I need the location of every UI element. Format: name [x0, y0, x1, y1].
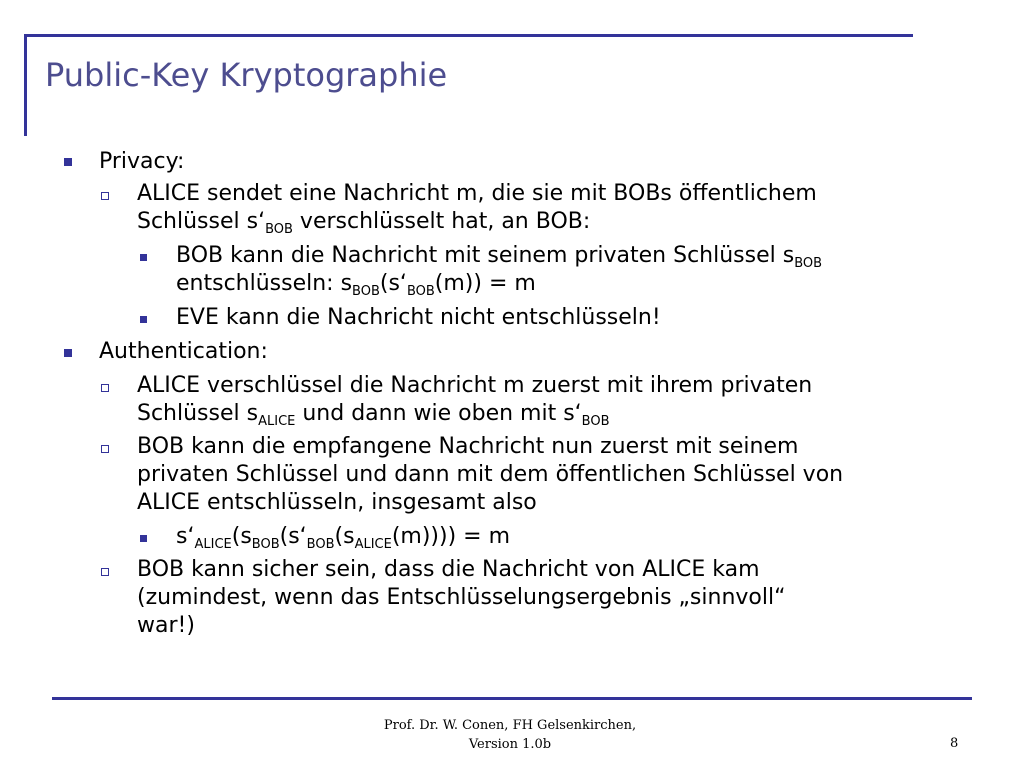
footer	[360, 716, 660, 754]
privacy-bob-line2: entschlüsseln: $s_{BOB}(s‘_{BOB}(m)) = m$	[176, 271, 536, 299]
authentication-heading: Authentication:	[99, 339, 268, 364]
bullet-square-icon	[64, 349, 72, 357]
footer-author: Prof. Dr. W. Conen, FH Gelsenkirchen,	[383, 718, 637, 733]
page-number: 8	[950, 736, 959, 751]
auth-alice-line1: ALICE verschlüssel die Nachricht m zuerst mit ihrem privaten	[137, 373, 813, 398]
bullet-square-icon	[140, 535, 147, 542]
privacy-heading: Privacy:	[99, 149, 185, 174]
bullet-square-icon	[140, 316, 147, 323]
auth-sure-line2: (zumindest, wenn das Entschlüsselungsergebnis „sinnvoll“	[137, 585, 786, 610]
slide-title: Public-Key Kryptographie	[45, 56, 448, 94]
privacy-bob-line1: BOB kann die Nachricht mit seinem privaten Schlüssel $s_{BOB}$	[176, 243, 823, 271]
privacy-alice-line1: ALICE sendet eine Nachricht m, die sie mit BOBs öffentlichem	[137, 181, 817, 206]
bullet-hollow-square-icon	[101, 568, 109, 576]
bullet-square-icon	[64, 158, 72, 166]
bullet-hollow-square-icon	[101, 384, 109, 392]
bullet-hollow-square-icon	[101, 445, 109, 453]
auth-bob-line1: BOB kann die empfangene Nachricht nun zuerst mit seinem	[137, 434, 799, 459]
auth-sure-line3: war!)	[137, 613, 195, 638]
footer-divider	[52, 697, 972, 700]
auth-sure-line1: BOB kann sicher sein, dass die Nachricht von ALICE kam	[137, 557, 760, 582]
auth-formula: $s‘_{ALICE}(s_{BOB}(s‘_{BOB}(s_{ALICE}(m)))) = m$	[176, 524, 511, 552]
bullet-hollow-square-icon	[101, 192, 109, 200]
auth-bob-line3: ALICE entschlüsseln, insgesamt also	[137, 490, 537, 515]
privacy-eve-line: EVE kann die Nachricht nicht entschlüsseln!	[176, 305, 661, 330]
bullet-square-icon	[140, 254, 147, 261]
footer-version: Version 1.0b	[468, 737, 552, 752]
auth-alice-line2: Schlüssel $s_{ALICE}$ und dann wie oben mit $s‘_{BOB}$	[137, 401, 610, 429]
privacy-alice-line2: Schlüssel $s‘_{BOB}$ verschlüsselt hat, an BOB:	[137, 209, 591, 237]
auth-bob-line2: privaten Schlüssel und dann mit dem öffentlichen Schlüssel von	[137, 462, 844, 487]
